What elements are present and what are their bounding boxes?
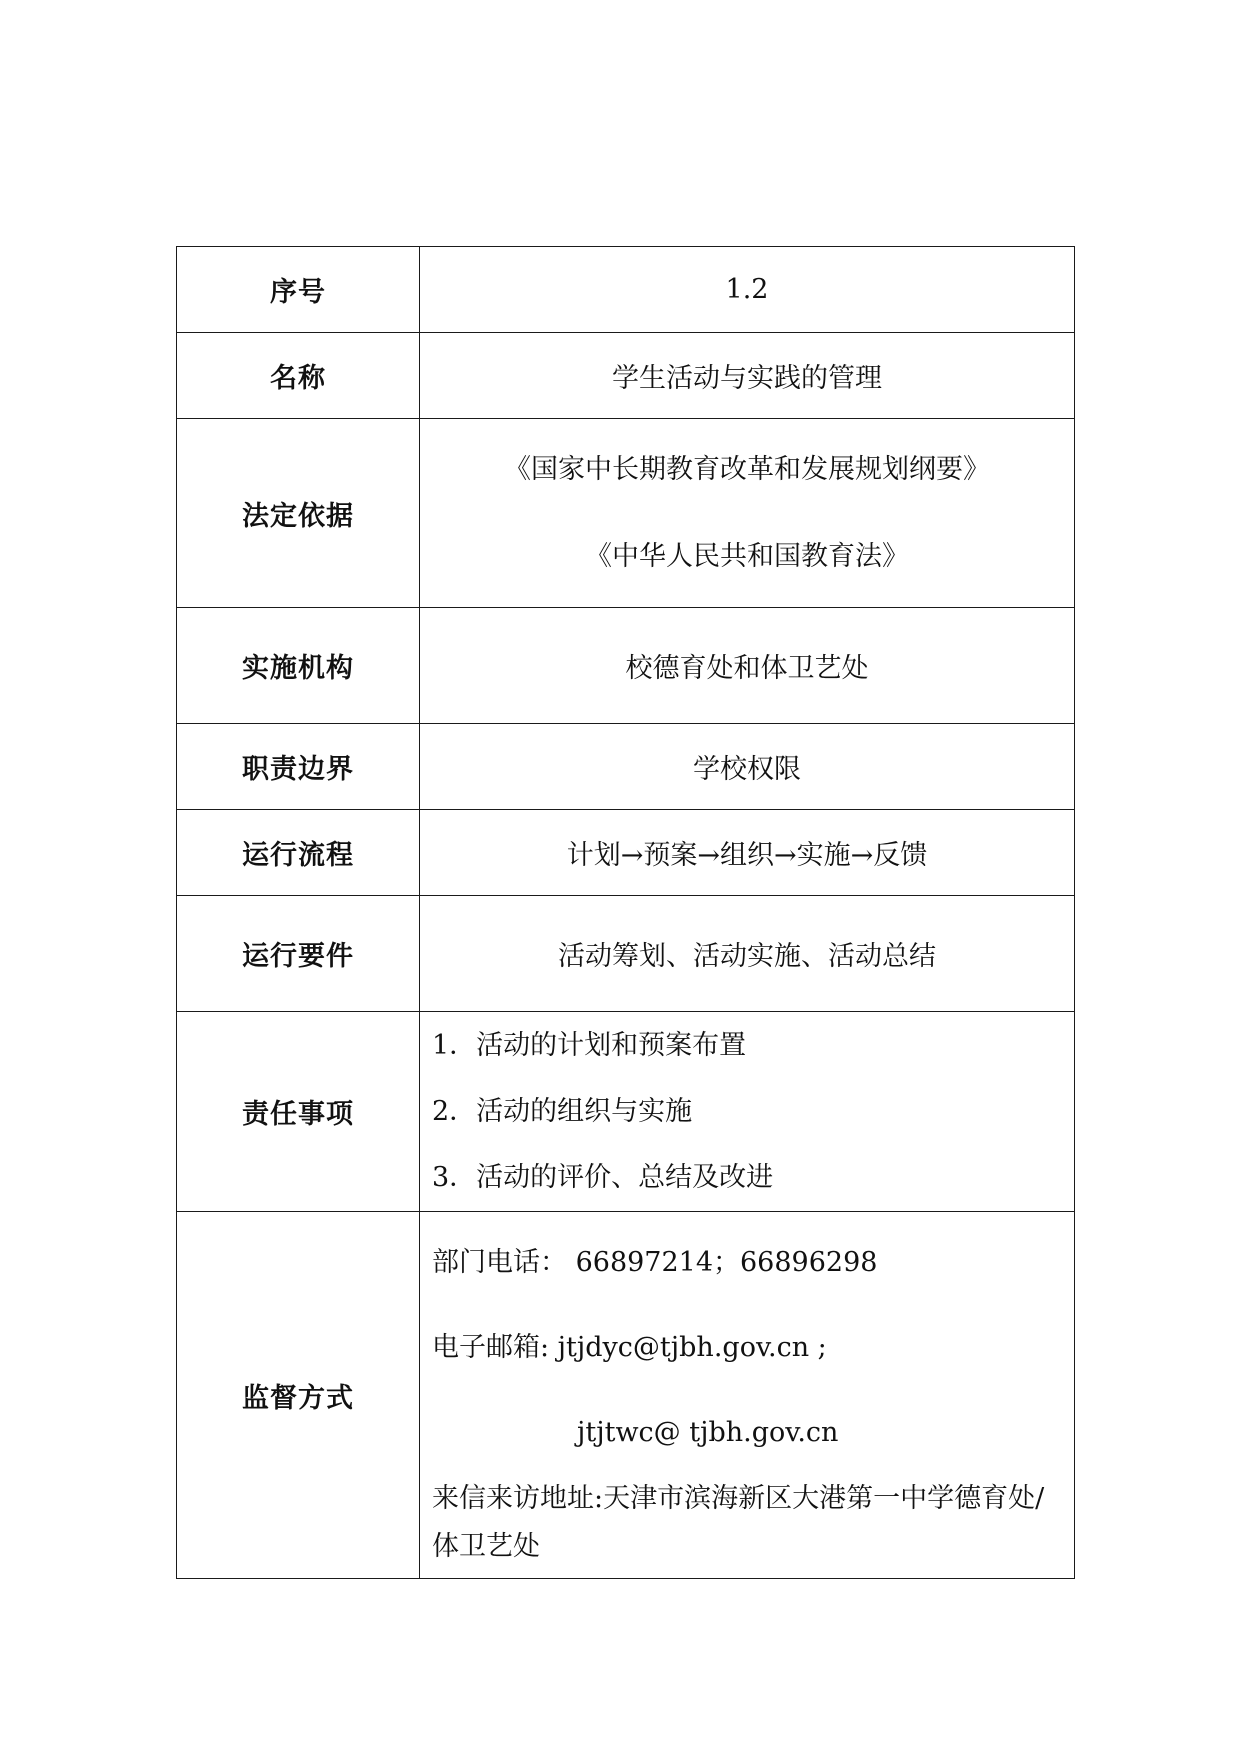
row-org	[177, 608, 1075, 724]
row-boundary	[177, 724, 1075, 810]
supervision-phone: 部门电话： 66897214；66896298	[432, 1246, 878, 1278]
row-name	[177, 333, 1075, 419]
process-value: 计划→预案→组织→实施→反馈	[420, 810, 1075, 896]
supervision-email-2: jtjtwc@ tjbh.gov.cn	[577, 1416, 839, 1448]
responsibilities-label: 责任事项	[177, 1012, 420, 1212]
org-label: 实施机构	[177, 608, 420, 724]
supervision-label: 监督方式	[177, 1212, 420, 1579]
responsibility-item: 3．活动的评价、总结及改进	[432, 1161, 774, 1193]
row-supervision	[177, 1212, 1075, 1579]
supervision-email-1: 电子邮箱: jtjdyc@tjbh.gov.cn ;	[432, 1331, 827, 1363]
row-legal-basis	[177, 419, 1075, 608]
legal-basis-value	[420, 419, 1075, 608]
supervision-value	[420, 1212, 1075, 1579]
info-table	[176, 246, 1075, 1579]
requirements-value: 活动筹划、活动实施、活动总结	[420, 896, 1075, 1012]
org-value: 校德育处和体卫艺处	[420, 608, 1075, 724]
responsibility-item: 1．活动的计划和预案布置	[432, 1029, 747, 1061]
boundary-label: 职责边界	[177, 724, 420, 810]
seq-label: 序号	[177, 247, 420, 333]
process-label: 运行流程	[177, 810, 420, 896]
responsibilities-value	[420, 1012, 1075, 1212]
name-value: 学生活动与实践的管理	[420, 333, 1075, 419]
row-responsibilities	[177, 1012, 1075, 1212]
supervision-address: 来信来访地址:天津市滨海新区大港第一中学德育处/体卫艺处	[432, 1482, 1045, 1562]
responsibility-item: 2．活动的组织与实施	[432, 1095, 693, 1127]
row-seq	[177, 247, 1075, 333]
row-process	[177, 810, 1075, 896]
legal-basis-label: 法定依据	[177, 419, 420, 608]
legal-basis-line-2: 《中华人民共和国教育法》	[585, 541, 909, 572]
requirements-label: 运行要件	[177, 896, 420, 1012]
name-label: 名称	[177, 333, 420, 419]
boundary-value: 学校权限	[420, 724, 1075, 810]
row-requirements	[177, 896, 1075, 1012]
seq-value: 1.2	[420, 247, 1075, 333]
legal-basis-line-1: 《国家中长期教育改革和发展规划纲要》	[504, 454, 990, 485]
